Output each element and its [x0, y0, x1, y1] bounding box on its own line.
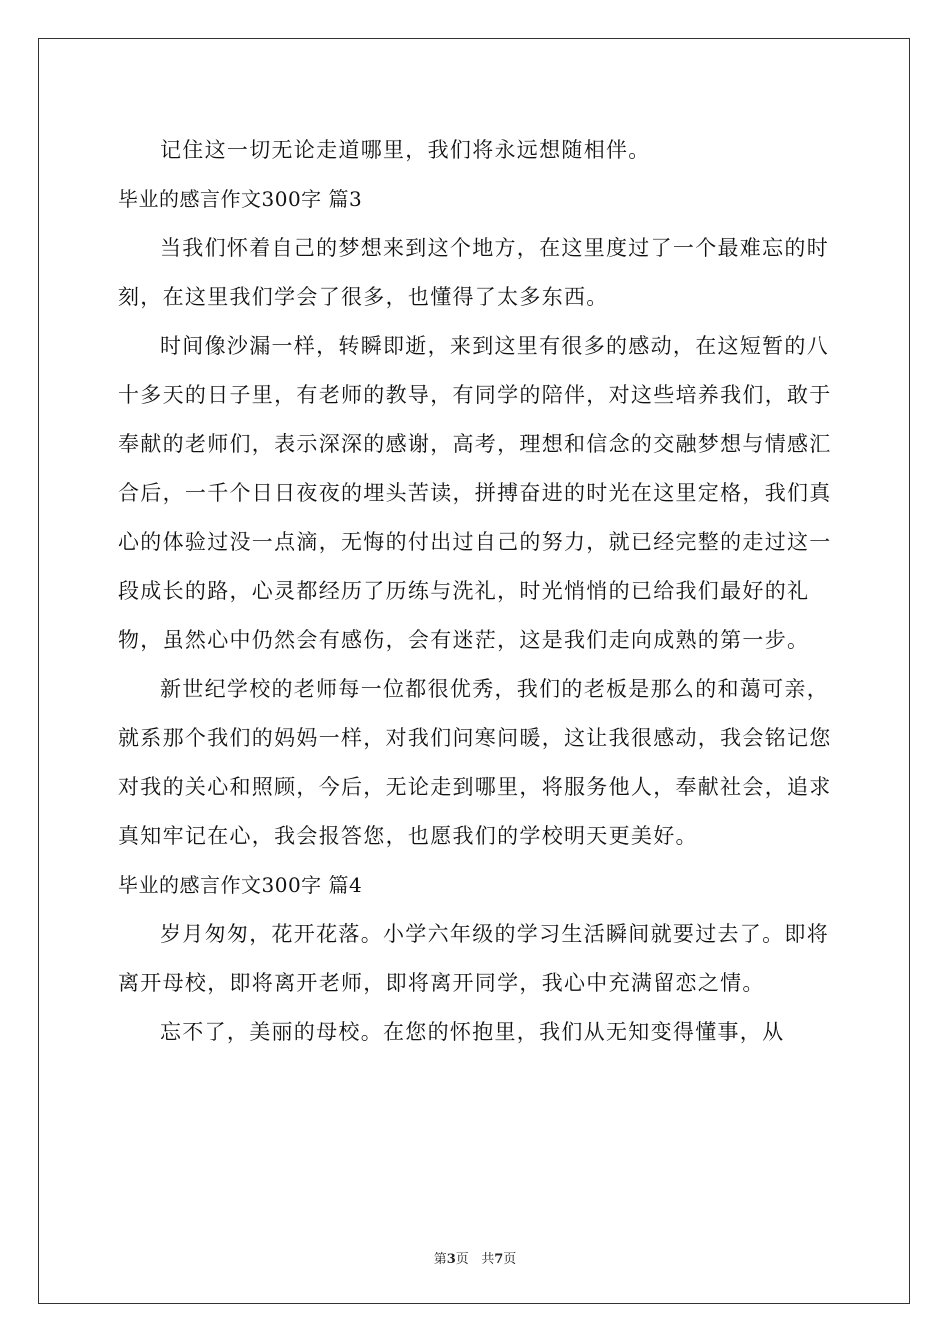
- paragraph: 忘不了，美丽的母校。在您的怀抱里，我们从无知变得懂事，从: [160, 1020, 785, 1044]
- page-suffix: 页: [503, 1252, 517, 1267]
- section-heading: 毕业的感言作文300字 篇3: [118, 187, 363, 211]
- page-footer: [0, 1248, 950, 1267]
- document-body: [118, 126, 844, 1057]
- paragraph: 时间像沙漏一样，转瞬即逝，来到这里有很多的感动，在这短暂的八十多天的日子里，有老师的教导，有同学的陪伴，对这些培养我们，敢于奉献的老师们，表示深深的感谢，高考，理想和信念的交融梦想与情感汇合后，一千个日日夜夜的埋头苦读，拼搏奋进的时光在这里定格，我们真心的体验过没一点滴，无悔的付出过自己的努力，就已经完整的走过这一段成长的路，心灵都经历了历练与洗礼，时光悄悄的已给我们最好的礼物，虽然心中仍然会有感伤，会有迷茫，这是我们走向成熟的第一步。: [118, 334, 832, 652]
- page-mid: 页 共: [455, 1252, 495, 1267]
- section-heading: 毕业的感言作文300字 篇4: [118, 873, 363, 897]
- page-total: 7: [494, 1252, 504, 1267]
- page-prefix: 第: [433, 1252, 447, 1267]
- paragraph: 岁月匆匆，花开花落。小学六年级的学习生活瞬间就要过去了。即将离开母校，即将离开老师，即将离开同学，我心中充满留恋之情。: [118, 922, 829, 995]
- paragraph: 当我们怀着自己的梦想来到这个地方，在这里度过了一个最难忘的时刻，在这里我们学会了很多，也懂得了太多东西。: [118, 236, 829, 309]
- page-current: 3: [446, 1252, 456, 1267]
- paragraph: 记住这一切无论走道哪里，我们将永远想随相伴。: [160, 138, 651, 162]
- paragraph: 新世纪学校的老师每一位都很优秀，我们的老板是那么的和蔼可亲，就系那个我们的妈妈一样，对我们问寒问暖，这让我很感动，我会铭记您对我的关心和照顾，今后，无论走到哪里，将服务他人，奉献社会，追求真知牢记在心，我会报答您，也愿我们的学校明天更美好。: [118, 677, 832, 848]
